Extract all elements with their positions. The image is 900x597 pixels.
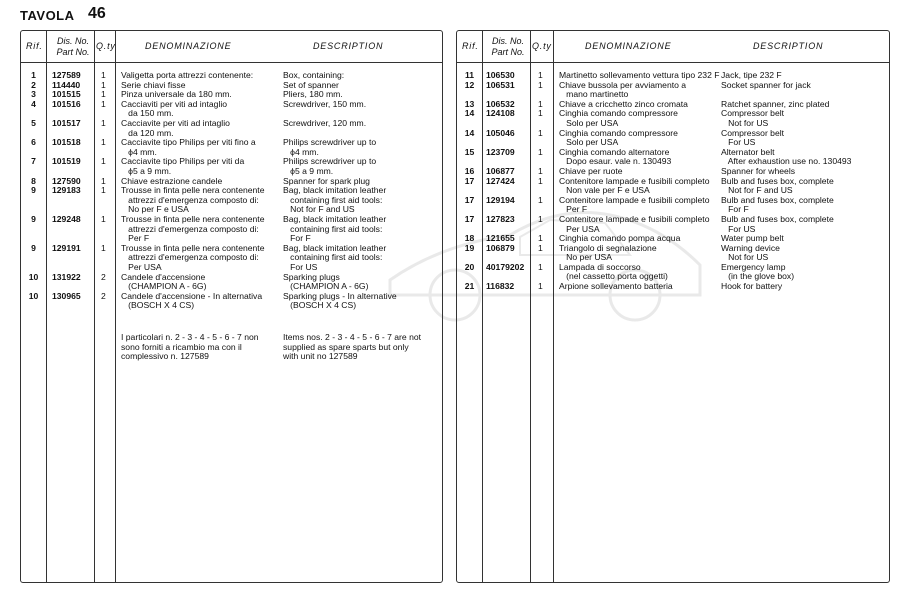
header-denominazione: DENOMINAZIONE	[585, 41, 672, 51]
quantity: 1	[538, 261, 543, 272]
table-row	[21, 90, 442, 100]
part-number: 106877	[486, 165, 515, 176]
ref-number: 3	[31, 89, 36, 100]
ref-number: 8	[31, 175, 36, 186]
right-table-header	[457, 31, 889, 63]
denominazione-text: Chiave a cricchetto zinco cromata	[559, 98, 688, 109]
ref-number: 9	[31, 213, 36, 224]
part-number: 127424	[486, 175, 515, 186]
ref-number: 16	[464, 165, 475, 176]
part-number: 101516	[52, 98, 81, 109]
header-part-no-label: Part No.	[491, 47, 525, 57]
denominazione-text: Trousse in finta pelle nera contenente attrezzi d'emergenza composto di: Per USA	[121, 242, 265, 272]
quantity: 1	[101, 117, 106, 128]
ref-number: 17	[464, 213, 475, 224]
page-title: TAVOLA	[20, 8, 75, 23]
description-text: Socket spanner for jack	[721, 79, 811, 90]
description-text: Compressor belt For US	[721, 127, 785, 148]
part-number: 101518	[52, 137, 81, 148]
description-text: Hook for battery	[721, 281, 783, 292]
header-qty: Q.ty	[532, 41, 552, 51]
denominazione-text: Pinza universale da 180 mm.	[121, 89, 232, 100]
part-number: 106531	[486, 79, 515, 90]
denominazione-text: Chiave estrazione candele	[121, 175, 223, 186]
denominazione-text: Trousse in finta pelle nera contenente attrezzi d'emergenza composto di: Per F	[121, 213, 265, 244]
header-description: DESCRIPTION	[753, 41, 824, 51]
header-ref: Rif.	[462, 41, 479, 51]
part-number: 106530	[486, 70, 515, 80]
denominazione-text: Serie chiavi fisse	[121, 79, 186, 90]
table-row	[21, 292, 442, 311]
description-text: Spanner for wheels	[721, 165, 796, 176]
header-ref: Rif.	[26, 41, 43, 51]
table-row	[21, 100, 442, 119]
quantity: 1	[101, 185, 106, 196]
description-text: Water pump belt	[721, 233, 784, 244]
quantity: 1	[538, 98, 543, 109]
quantity: 1	[538, 233, 543, 244]
description-text: Compressor belt Not for US	[721, 108, 785, 128]
description-text: Screwdriver, 150 mm.	[283, 98, 367, 109]
denominazione-text: Triangolo di segnalazione No per USA	[559, 242, 657, 263]
part-number: 129194	[486, 194, 515, 205]
quantity: 1	[538, 194, 543, 205]
ref-number: 21	[464, 281, 475, 292]
quantity: 1	[538, 70, 543, 80]
description-text: Bag, black imitation leather containing first aid tools: For US	[283, 242, 387, 272]
table-row	[457, 81, 889, 100]
denominazione-text: Cinghia comando alternatore Dopo esaur. vale n. 130493	[559, 146, 672, 167]
description-text: Spanner for spark plug	[283, 175, 370, 186]
part-number: 101517	[52, 117, 81, 128]
denominazione-text: Contenitore lampade e fusibili completo Per F	[559, 194, 710, 215]
part-number: 123709	[486, 146, 515, 157]
description-text: Sparking plugs (CHAMPION A - 6G)	[283, 271, 369, 292]
part-number: 124108	[486, 108, 515, 119]
ref-number: 5	[31, 117, 36, 128]
table-row	[21, 119, 442, 138]
header-part-no	[484, 36, 532, 58]
part-number: 105046	[486, 127, 515, 138]
left-table-header	[21, 31, 442, 63]
description-text: Pliers, 180 mm.	[283, 89, 343, 100]
ref-number: 20	[464, 261, 475, 272]
denominazione-text: Contenitore lampade e fusibili completo Per USA	[559, 213, 710, 234]
quantity: 2	[101, 271, 106, 282]
table-row	[21, 71, 442, 81]
denominazione-text: Cinghia comando compressore Solo per USA	[559, 108, 678, 128]
denominazione-text: Cacciavite tipo Philips per viti da ϕ5 a 9 mm.	[121, 156, 245, 176]
quantity: 1	[538, 165, 543, 176]
description-text: Bag, black imitation leather containing first aid tools: Not for F and US	[283, 185, 387, 215]
quantity: 1	[101, 70, 106, 80]
ref-number: 9	[31, 242, 36, 253]
denominazione-text: Lampada di soccorso (nel cassetto porta oggetti)	[559, 261, 668, 282]
ref-number: 7	[31, 156, 36, 167]
part-number: 114440	[52, 79, 81, 90]
quantity: 1	[101, 175, 106, 186]
ref-number: 14	[464, 127, 475, 138]
note-italian: I particolari n. 2 - 3 - 4 - 5 - 6 - 7 non sono forniti a ricambio ma con il complessivo n. 127589	[121, 332, 259, 362]
quantity: 1	[538, 127, 543, 138]
ref-number: 10	[28, 290, 39, 301]
table-row	[21, 186, 442, 215]
denominazione-text: Trousse in finta pelle nera contenente attrezzi d'emergenza composto di: No per F e USA	[121, 185, 265, 215]
quantity: 1	[101, 137, 106, 148]
description-text: Warning device Not for US	[721, 242, 780, 263]
table-row	[21, 157, 442, 176]
description-text: Bulb and fuses box, complete For US	[721, 213, 834, 234]
part-number: 127589	[52, 70, 81, 80]
quantity: 1	[538, 79, 543, 90]
header-part-no-label: Part No.	[56, 47, 90, 57]
description-text: Set of spanner	[283, 79, 339, 90]
denominazione-text: Valigetta porta attrezzi contenente:	[121, 70, 254, 80]
denominazione-text: Cacciaviti per viti ad intaglio da 150 mm.	[121, 98, 228, 119]
ref-number: 1	[31, 70, 36, 80]
table-row	[21, 138, 442, 157]
header-part-no	[51, 36, 95, 58]
part-number: 101519	[52, 156, 81, 167]
right-rows	[457, 71, 889, 292]
quantity: 1	[538, 213, 543, 224]
quantity: 1	[101, 98, 106, 109]
quantity: 2	[101, 290, 106, 301]
quantity: 1	[538, 146, 543, 157]
part-number: 106879	[486, 242, 515, 253]
table-row	[457, 177, 889, 196]
quantity: 1	[101, 79, 106, 90]
left-rows	[21, 71, 442, 311]
header-denominazione: DENOMINAZIONE	[145, 41, 232, 51]
part-number: 127590	[52, 175, 81, 186]
table-row	[457, 148, 889, 167]
left-parts-table	[20, 30, 443, 583]
table-row	[457, 215, 889, 234]
table-row	[457, 109, 889, 128]
denominazione-text: Candele d'accensione (CHAMPION A - 6G)	[121, 271, 207, 292]
ref-number: 10	[28, 271, 39, 282]
description-text: Screwdriver, 120 mm.	[283, 117, 367, 128]
ref-number: 13	[464, 98, 475, 109]
denominazione-text: Martinetto sollevamento vettura tipo 232 F	[559, 70, 720, 80]
quantity: 1	[101, 89, 106, 100]
ref-number: 4	[31, 98, 36, 109]
ref-number: 6	[31, 137, 36, 148]
denominazione-text: Arpione sollevamento batteria	[559, 281, 673, 292]
table-row	[457, 129, 889, 148]
table-row	[457, 263, 889, 282]
ref-number: 14	[464, 108, 475, 119]
description-text: Emergency lamp (in the glove box)	[721, 261, 795, 282]
ref-number: 17	[464, 175, 475, 186]
part-number: 129248	[52, 213, 81, 224]
part-number: 131922	[52, 271, 81, 282]
denominazione-text: Chiave per ruote	[559, 165, 623, 176]
part-number: 121655	[486, 233, 515, 244]
table-row	[457, 244, 889, 263]
part-number: 106532	[486, 98, 515, 109]
ref-number: 18	[464, 233, 475, 244]
part-number: 129183	[52, 185, 81, 196]
ref-number: 9	[31, 185, 36, 196]
ref-number: 15	[464, 146, 475, 157]
description-text: Sparking plugs - In alternative (BOSCH X 4 CS)	[283, 290, 397, 311]
ref-number: 12	[464, 79, 475, 90]
ref-number: 11	[464, 70, 475, 80]
quantity: 1	[101, 242, 106, 253]
header-description: DESCRIPTION	[313, 41, 384, 51]
table-row	[457, 196, 889, 215]
quantity: 1	[538, 281, 543, 292]
description-text: Jack, tipe 232 F	[721, 70, 782, 80]
part-number: 116832	[486, 281, 515, 292]
denominazione-text: Cacciavite per viti ad intaglio da 120 mm.	[121, 117, 230, 138]
description-text: Philips screwdriver up to ϕ5 a 9 mm.	[283, 156, 377, 176]
quantity: 1	[538, 175, 543, 186]
denominazione-text: Contenitore lampade e fusibili completo Non vale per F e USA	[559, 175, 710, 196]
quantity: 1	[101, 213, 106, 224]
part-number: 40179202	[486, 261, 525, 272]
denominazione-text: Candele d'accensione - In alternativa (BOSCH X 4 CS)	[121, 290, 263, 311]
quantity: 1	[538, 242, 543, 253]
description-text: Philips screwdriver up to ϕ4 mm.	[283, 137, 377, 157]
ref-number: 2	[31, 79, 36, 90]
denominazione-text: Cinghia comando compressore Solo per USA	[559, 127, 678, 148]
quantity: 1	[538, 108, 543, 119]
description-text: Alternator belt After exhaustion use no. 130493	[721, 146, 852, 167]
denominazione-text: Chiave bussola per avviamento a mano martinetto	[559, 79, 687, 100]
table-row	[21, 273, 442, 292]
description-text: Ratchet spanner, zinc plated	[721, 98, 830, 109]
header-dis-no: Dis. No.	[491, 36, 524, 46]
table-row	[21, 244, 442, 273]
ref-number: 19	[464, 242, 475, 253]
ref-number: 17	[464, 194, 475, 205]
header-dis-no: Dis. No.	[56, 36, 89, 46]
note-english: Items nos. 2 - 3 - 4 - 5 - 6 - 7 are not supplied as spare sparts but only with unit no 127589	[283, 332, 422, 362]
table-row	[457, 282, 889, 292]
denominazione-text: Cacciavite tipo Philips per viti fino a ϕ4 mm.	[121, 137, 256, 157]
description-text: Box, containing:	[283, 70, 345, 80]
description-text: Bulb and fuses box, complete Not for F and US	[721, 175, 834, 196]
part-number: 129191	[52, 242, 81, 253]
part-number: 130965	[52, 290, 81, 301]
description-text: Bag, black imitation leather containing first aid tools: For F	[283, 213, 387, 244]
table-row	[21, 215, 442, 244]
part-number: 101515	[52, 89, 81, 100]
part-number: 127823	[486, 213, 515, 224]
right-parts-table	[456, 30, 890, 583]
description-text: Bulb and fuses box, complete For F	[721, 194, 834, 215]
table-row	[457, 234, 889, 244]
denominazione-text: Cinghia comando pompa acqua	[559, 233, 681, 244]
quantity: 1	[101, 156, 106, 167]
plate-number: 46	[88, 5, 106, 22]
header-qty: Q.ty	[96, 41, 116, 51]
